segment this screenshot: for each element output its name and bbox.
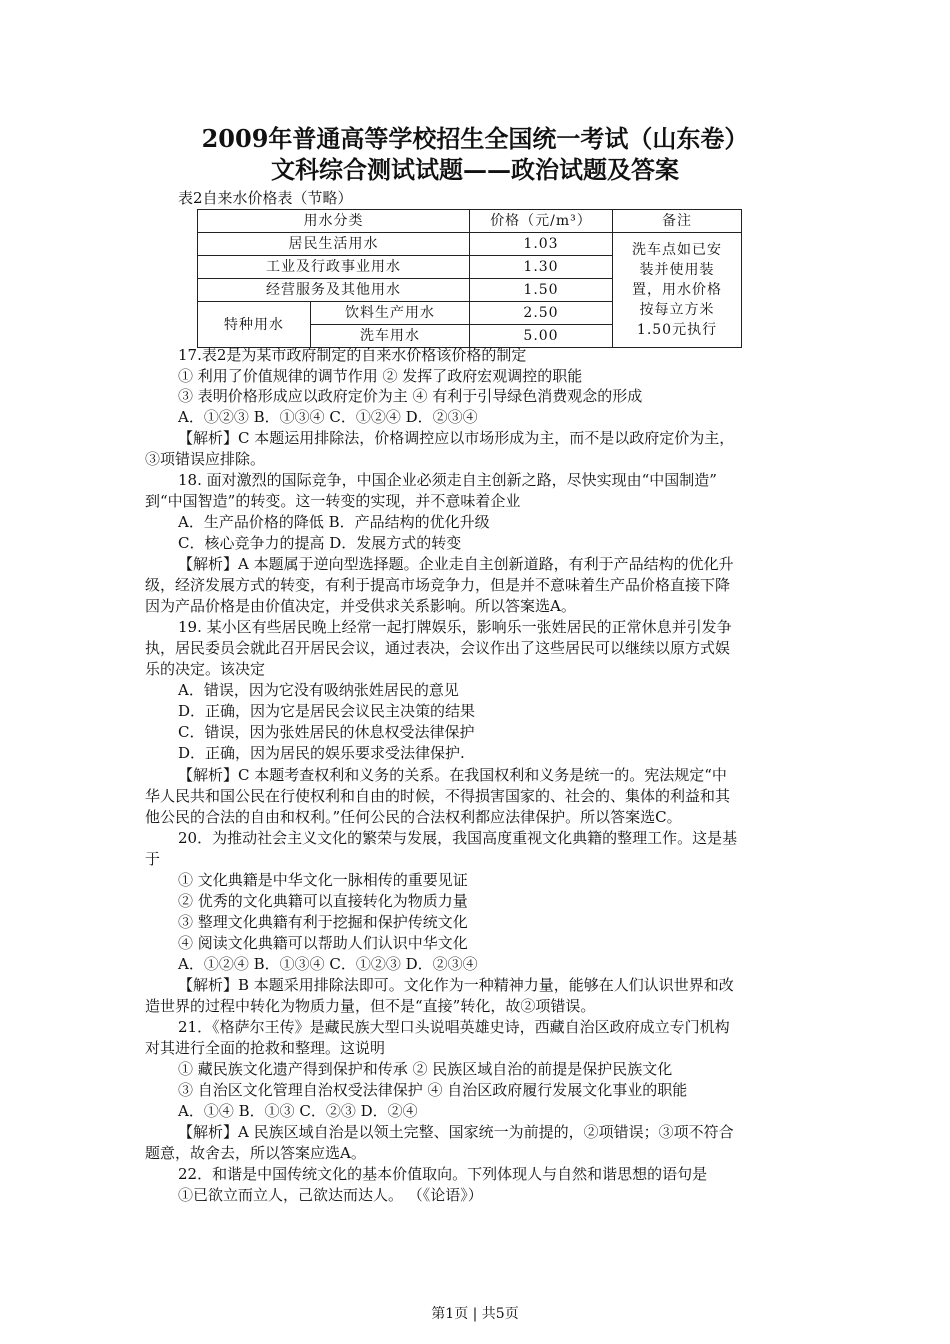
option-line: C．核心竞争力的提高 D．发展方式的转变 xyxy=(178,534,462,552)
explanation-line: 题意，故舍去，所以答案应选A。 xyxy=(145,1144,366,1162)
note-line: 装并使用装 xyxy=(639,262,715,278)
question-line: 于 xyxy=(145,850,161,868)
option-line: D．正确，因为居民的娱乐要求受法律保护. xyxy=(178,744,465,762)
explanation-line: ③项错误应排除。 xyxy=(145,450,266,468)
row-price: 1.30 xyxy=(470,256,613,279)
option-line: A．生产品价格的降低 B．产品结构的优化升级 xyxy=(178,513,490,531)
row-price: 2.50 xyxy=(470,302,613,325)
answer-choices: A．①④ B．①③ C．②③ D．②④ xyxy=(178,1102,418,1120)
row-category: 经营服务及其他用水 xyxy=(198,279,470,302)
option-line: ① 利用了价值规律的调节作用 ② 发挥了政府宏观调控的职能 xyxy=(178,367,583,385)
row-category: 工业及行政事业用水 xyxy=(198,256,470,279)
row-subcategory: 饮料生产用水 xyxy=(311,302,470,325)
option-line: ③ 表明价格形成应以政府定价为主 ④ 有利于引导绿色消费观念的形成 xyxy=(178,387,643,405)
row-category: 居民生活用水 xyxy=(198,233,470,256)
explanation-line: 【解析】C 本题运用排除法，价格调控应以市场形成为主，而不是以政府定价为主， xyxy=(178,429,735,447)
option-line: C．错误，因为张姓居民的休息权受法律保护 xyxy=(178,723,475,741)
question-line: 执，居民委员会就此召开居民会议，通过表决，会议作出了这些居民可以继续以原方式娱 xyxy=(145,639,731,657)
explanation-line: 【解析】B 本题采用排除法即可。文化作为一种精神力量，能够在人们认识世界和改 xyxy=(178,976,734,994)
explanation-line: 造世界的过程中转化为物质力量，但不是“直接”转化，故②项错误。 xyxy=(145,997,596,1015)
question-17-stem: 17.表2是为某市政府制定的自来水价格该价格的制定 xyxy=(178,346,527,364)
row-price: 5.00 xyxy=(470,325,613,348)
note-line: 洗车点如已安 xyxy=(632,242,722,258)
header-price: 价格（元/m³） xyxy=(470,210,613,233)
answer-choices: A．①②③ B．①③④ C．①②④ D．②③④ xyxy=(178,408,478,426)
explanation-line: 【解析】A 本题属于逆向型选择题。企业走自主创新道路，有利于产品结构的优化升 xyxy=(178,555,734,573)
table-row xyxy=(198,233,742,256)
question-20-stem: 20．为推动社会主义文化的繁荣与发展，我国高度重视文化典籍的整理工作。这是基 xyxy=(178,829,738,847)
note-line: 置，用水价格 xyxy=(632,282,722,298)
question-line: 乐的决定。该决定 xyxy=(145,660,266,678)
row-category-special: 特种用水 xyxy=(198,302,311,348)
explanation-line: 级，经济发展方式的转变，有利于提高市场竞争力，但是并不意味着生产品价格直接下降 xyxy=(145,576,731,594)
explanation-line: 【解析】C 本题考查权利和义务的关系。在我国权利和义务是统一的。宪法规定“中 xyxy=(178,766,727,784)
document-title-line2: 文科综合测试试题——政治试题及答案 xyxy=(271,155,679,184)
note-cell xyxy=(613,233,742,348)
page-footer: 第1页 | 共5页 xyxy=(431,1306,519,1322)
answer-choices: A．①②④ B．①③④ C．①②③ D．②③④ xyxy=(178,955,478,973)
option-line: ④ 阅读文化典籍可以帮助人们认识中华文化 xyxy=(178,934,468,952)
question-line: 到“中国智造”的转变。这一转变的实现，并不意味着企业 xyxy=(145,492,521,510)
option-line: ① 藏民族文化遗产得到保护和传承 ② 民族区域自治的前提是保护民族文化 xyxy=(178,1060,673,1078)
note-line: 1.50元执行 xyxy=(636,322,718,338)
row-subcategory: 洗车用水 xyxy=(311,325,470,348)
option-line: A．错误，因为它没有吸纳张姓居民的意见 xyxy=(178,681,459,699)
header-category: 用水分类 xyxy=(198,210,470,233)
explanation-line: 【解析】A 民族区域自治是以领土完整、国家统一为前提的，②项错误；③项不符合 xyxy=(178,1123,734,1141)
question-line: 对其进行全面的抢救和整理。这说明 xyxy=(145,1039,386,1057)
table-header-row xyxy=(198,210,742,233)
question-21-stem: 21．《格萨尔王传》是藏民族大型口头说唱英雄史诗，西藏自治区政府成立专门机构 xyxy=(178,1018,730,1036)
question-18-stem: 18. 面对激烈的国际竞争，中国企业必须走自主创新之路，尽快实现由“中国制造” xyxy=(178,471,717,489)
option-line: ③ 整理文化典籍有利于挖掘和保护传统文化 xyxy=(178,913,468,931)
question-22-stem: 22．和谐是中国传统文化的基本价值取向。下列体现人与自然和谐思想的语句是 xyxy=(178,1165,708,1183)
explanation-line: 因为产品价格是由价值决定，并受供求关系影响。所以答案选A。 xyxy=(145,597,576,615)
option-line: ① 文化典籍是中华文化一脉相传的重要见证 xyxy=(178,871,468,889)
option-line: D．正确，因为它是居民会议民主决策的结果 xyxy=(178,702,476,720)
explanation-line: 华人民共和国公民在行使权利和自由的时候，不得损害国家的、社会的、集体的利益和其 xyxy=(145,787,731,805)
header-note: 备注 xyxy=(613,210,742,233)
table-caption: 表2自来水价格表（节略） xyxy=(178,189,353,207)
water-price-table xyxy=(197,209,742,348)
option-line: ③ 自治区文化管理自治权受法律保护 ④ 自治区政府履行发展文化事业的职能 xyxy=(178,1081,688,1099)
option-line: ② 优秀的文化典籍可以直接转化为物质力量 xyxy=(178,892,468,910)
explanation-line: 他公民的合法的自由和权利。”任何公民的合法权利都应法律保护。所以答案选C。 xyxy=(145,808,682,826)
note-line: 按每立方米 xyxy=(639,302,715,318)
row-price: 1.50 xyxy=(470,279,613,302)
question-19-stem: 19. 某小区有些居民晚上经常一起打牌娱乐，影响乐一张姓居民的正常休息并引发争 xyxy=(178,618,732,636)
document-title-line1: 2009年普通高等学校招生全国统一考试（山东卷） xyxy=(201,124,749,153)
option-line: ①已欲立而立人，己欲达而达人。 （《论语》） xyxy=(178,1186,483,1204)
row-price: 1.03 xyxy=(470,233,613,256)
